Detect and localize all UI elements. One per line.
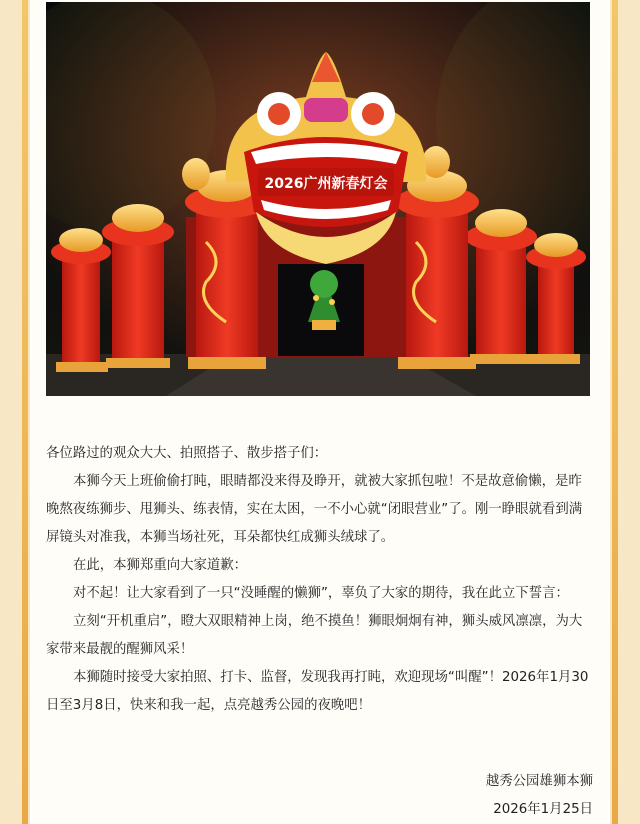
signature-author: 越秀公园雄狮本狮 — [485, 774, 593, 789]
signature-date: 2026年1月25日 — [493, 802, 593, 817]
paragraph-4: 立刻“开机重启”，瞪大双眼精神上岗，绝不摸鱼！狮眼炯炯有神，狮头威风凛凛，为大家带来最靓的醒狮风采！ — [46, 614, 583, 657]
paragraph-3: 对不起！让大家看到了一只“没睡醒的懒狮”，辜负了大家的期待，我在此立下誓言： — [73, 586, 569, 601]
left-frame-stripe — [22, 0, 28, 824]
right-frame-stripe — [612, 0, 618, 824]
lantern-sign-text: 2026广州新春灯会 — [264, 176, 388, 192]
paragraph-2: 在此，本狮郑重向大家道歉： — [73, 558, 248, 573]
letter-body — [46, 440, 594, 720]
paragraph-5: 本狮随时接受大家拍照、打卡、监督，发现我再打盹，欢迎现场“叫醒”！2026年1月30日至3月8日，快来和我一起，点亮越秀公园的夜晚吧！ — [46, 670, 589, 713]
lantern-festival-photo — [46, 2, 590, 396]
signature-block — [486, 768, 593, 824]
greeting: 各位路过的观众大大、拍照搭子、散步搭子们： — [46, 446, 328, 461]
paragraph-1: 本狮今天上班偷偷打盹，眼睛都没来得及睁开，就被大家抓包啦！不是故意偷懒，是昨晚熬夜练狮步、甩狮头、练表情，实在太困，一不小心就“闭眼营业”了。刚一睁眼就看到满屏镜头对准我，本狮当场社死，耳朵都快红成狮头绒球了。 — [46, 474, 583, 545]
